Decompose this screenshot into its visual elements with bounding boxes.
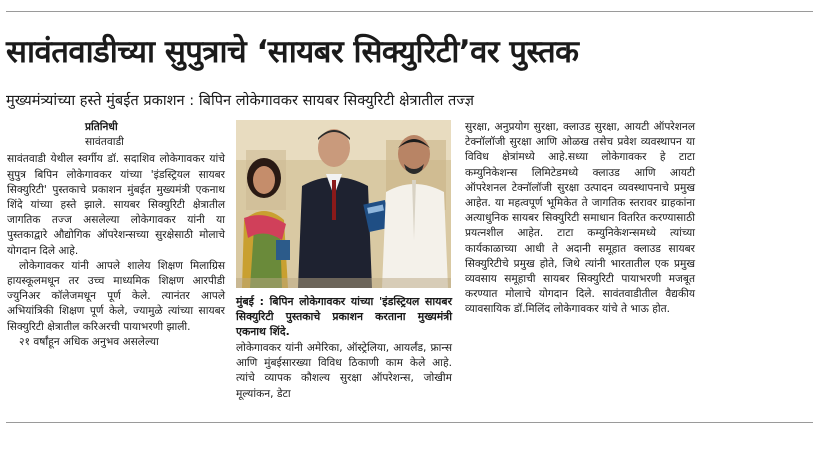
- headline: सावंतवाडीच्या सुपुत्राचे ‘सायबर सिक्युरिटी’वर पुस्तक: [6, 34, 579, 70]
- paragraph: २१ वर्षांहून अधिक अनुभव असलेल्या: [19, 335, 159, 348]
- subheadline: मुख्यमंत्र्यांच्या हस्ते मुंबईत प्रकाशन : बिपिन लोकेगावकर सायबर सिक्युरिटी क्षेत्रातील तज्ज्ञ: [6, 92, 475, 109]
- news-photo: [236, 120, 451, 288]
- byline: प्रतिनिधी: [85, 121, 118, 133]
- photo-caption: मुंबई : बिपिन लोकेगावकर यांच्या 'इंडस्ट्रियल सायबर सिक्युरिटी पुस्तकाचे प्रकाशन करताना मुख्यमंत्री एकनाथ शिंदे.: [236, 295, 452, 338]
- top-rule: [6, 11, 813, 12]
- photo-illustration: [236, 120, 451, 288]
- dateline-place: सावंतवाडी: [85, 136, 124, 149]
- article-column-1: [7, 120, 225, 350]
- paragraph: सावंतवाडी येथील स्वर्गीय डॉ. सदाशिव लोकेगावकर यांचे सुपुत्र बिपिन लोकेगावकर यांच्या 'इंडस्ट्रियल सायबर सिक्युरिटी' पुस्तकाचे प्रकाशन मुंबईत मुख्यमंत्री एकनाथ शिंदे यांच्या हस्ते झाले. सायबर सिक्युरिटी क्षेत्रातील जागतिक तज्ज असलेल्या लोकेगावकर यांनी या पुस्तकाद्वारे औद्योगिक ऑपरेशन्सच्या सुरक्षेसाठी मोलाचे योगदान दिले आहे.: [7, 153, 225, 257]
- article-column-2: लोकेगावकर यांनी अमेरिका, ऑस्ट्रेलिया, आयर्लंड, फ्रान्स आणि मुंबईसारख्या विविध ठिकाणी काम केले आहे. त्यांचे व्यापक कौशल्य सुरक्षा ऑपरेशन्स, जोखीम मूल्यांकन, डेटा: [236, 342, 452, 400]
- article-column-3: सुरक्षा, अनुप्रयोग सुरक्षा, क्लाउड सुरक्षा, आयटी ऑपरेशनल टेक्नॉलॉजी सुरक्षा आणि ओळख तसेच प्रवेश व्यवस्थापन या विविध क्षेत्रांमध्ये आहे.सध्या लोकेगावकर हे टाटा कम्युनिकेशन्स लिमिटेडमध्ये क्लाउड आणि आयटी ऑपरेशनल टेक्नॉलॉजी सुरक्षा उत्पादन व्यवस्थापनाचे प्रमुख आहेत. या महत्वपूर्ण भूमिकेत ते जागतिक स्तरावर ग्राहकांना अत्याधुनिक सायबर सिक्युरिटी समाधान वितरित करण्यासाठी प्रयत्नशील आहेत. टाटा कम्युनिकेशन्समध्ये त्यांच्या कार्यकाळाच्या आधी ते अदानी समूहात क्लाउड सायबर सिक्युरिटीचे प्रमुख होते, जिथे त्यांनी भारतातील एक प्रमुख व्यवसाय समूहाची सायबर सिक्युरिटी पायाभरणी मजबूत करण्यात मोलाचे योगदान दिले. सावंतवाडीतील वैद्यकीय व्यावसायिक डॉ.मिलिंद लोकेगावकर यांचे ते भाऊ होत.: [465, 121, 695, 316]
- paragraph: लोकेगावकर यांनी आपले शालेय शिक्षण मिलाग्रिस हायस्कूलमधून तर उच्च माध्यमिक शिक्षण आरपीडी ज्युनिअर कॉलेजमधून पूर्ण केले. त्यानंतर आपले अभियांत्रिकी शिक्षण पूर्ण केले, ज्यामुळे त्यांच्या सायबर सिक्युरिटी क्षेत्रातील करिअरची पायाभरणी झाली.: [7, 259, 225, 333]
- bottom-rule: [6, 422, 813, 423]
